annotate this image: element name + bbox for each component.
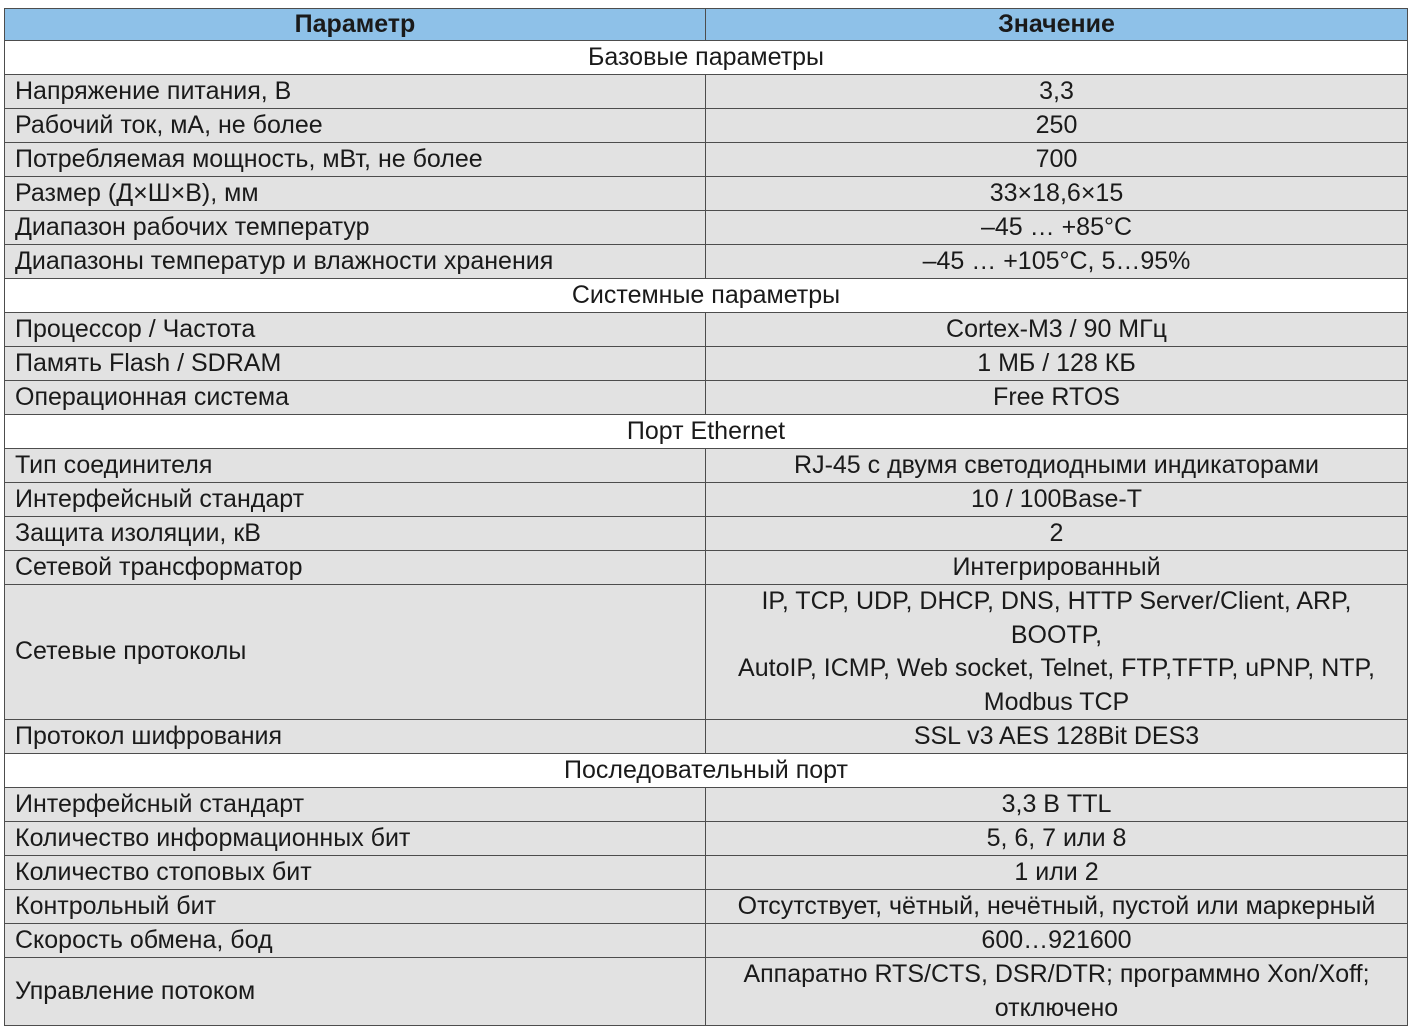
header-row — [5, 9, 1408, 41]
value-cell — [706, 585, 1408, 720]
param-cell: Рабочий ток, мА, не более — [5, 109, 706, 143]
table-row — [5, 788, 1408, 822]
table-row — [5, 517, 1408, 551]
value-cell: 3,3 В TTL — [706, 788, 1408, 822]
section-row — [5, 41, 1408, 75]
table-row — [5, 551, 1408, 585]
value-cell: SSL v3 AES 128Bit DES3 — [706, 720, 1408, 754]
param-cell: Протокол шифрования — [5, 720, 706, 754]
table-row — [5, 245, 1408, 279]
param-cell: Контрольный бит — [5, 890, 706, 924]
table-row — [5, 143, 1408, 177]
section-row — [5, 754, 1408, 788]
table-row — [5, 924, 1408, 958]
value-line: Modbus TCP — [983, 687, 1130, 716]
table-row — [5, 958, 1408, 1026]
value-cell: Free RTOS — [706, 381, 1408, 415]
value-cell: 2 — [706, 517, 1408, 551]
section-title: Базовые параметры — [5, 41, 1408, 75]
value-cell: –45 … +85°С — [706, 211, 1408, 245]
value-cell: 5, 6, 7 или 8 — [706, 822, 1408, 856]
table-row — [5, 211, 1408, 245]
param-cell: Интерфейсный стандарт — [5, 483, 706, 517]
param-cell: Тип соединителя — [5, 449, 706, 483]
param-cell: Процессор / Частота — [5, 313, 706, 347]
value-cell: Cortex-M3 / 90 МГц — [706, 313, 1408, 347]
value-line: AutoIP, ICMP, Web socket, Telnet, FTP,TFTP, uPNP, NTP, — [738, 654, 1375, 682]
param-cell: Диапазон рабочих температур — [5, 211, 706, 245]
table-row — [5, 890, 1408, 924]
value-cell: 33×18,6×15 — [706, 177, 1408, 211]
spec-table — [4, 8, 1408, 1026]
header-value: Значение — [706, 9, 1408, 41]
param-cell: Защита изоляции, кВ — [5, 517, 706, 551]
table-row — [5, 109, 1408, 143]
param-cell: Напряжение питания, В — [5, 75, 706, 109]
value-line: отключено — [994, 993, 1119, 1022]
value-cell: Отсутствует, чётный, нечётный, пустой или маркерный — [706, 890, 1408, 924]
value-line: IP, TCP, UDP, DHCP, DNS, HTTP Server/Client, ARP, BOOTP, — [761, 587, 1352, 649]
value-cell — [706, 958, 1408, 1026]
param-cell: Скорость обмена, бод — [5, 924, 706, 958]
section-title: Последовательный порт — [5, 754, 1408, 788]
value-cell: RJ-45 с двумя светодиодными индикаторами — [706, 449, 1408, 483]
section-title: Порт Ethernet — [5, 415, 1408, 449]
param-cell: Размер (Д×Ш×В), мм — [5, 177, 706, 211]
value-cell: 10 / 100Base-T — [706, 483, 1408, 517]
value-line: Аппаратно RTS/CTS, DSR/DTR; программно Xon/Xoff; — [743, 960, 1370, 988]
param-cell: Интерфейсный стандарт — [5, 788, 706, 822]
table-row — [5, 381, 1408, 415]
section-row — [5, 279, 1408, 313]
param-cell: Операционная система — [5, 381, 706, 415]
table-row — [5, 585, 1408, 720]
param-cell: Управление потоком — [5, 958, 706, 1026]
table-row — [5, 75, 1408, 109]
param-cell: Количество информационных бит — [5, 822, 706, 856]
param-cell: Диапазоны температур и влажности хранения — [5, 245, 706, 279]
section-row — [5, 415, 1408, 449]
value-cell: 700 — [706, 143, 1408, 177]
value-cell: –45 … +105°С, 5…95% — [706, 245, 1408, 279]
value-cell: 1 или 2 — [706, 856, 1408, 890]
table-row — [5, 177, 1408, 211]
table-row — [5, 856, 1408, 890]
table-row — [5, 347, 1408, 381]
param-cell: Сетевой трансформатор — [5, 551, 706, 585]
table-row — [5, 483, 1408, 517]
value-cell: Интегрированный — [706, 551, 1408, 585]
value-cell: 1 МБ / 128 КБ — [706, 347, 1408, 381]
table-row — [5, 822, 1408, 856]
table-row — [5, 313, 1408, 347]
value-cell: 250 — [706, 109, 1408, 143]
value-cell: 3,3 — [706, 75, 1408, 109]
table-row — [5, 720, 1408, 754]
param-cell: Количество стоповых бит — [5, 856, 706, 890]
header-param: Параметр — [5, 9, 706, 41]
param-cell: Потребляемая мощность, мВт, не более — [5, 143, 706, 177]
table-row — [5, 449, 1408, 483]
param-cell: Сетевые протоколы — [5, 585, 706, 720]
param-cell: Память Flash / SDRAM — [5, 347, 706, 381]
section-title: Системные параметры — [5, 279, 1408, 313]
value-cell: 600…921600 — [706, 924, 1408, 958]
